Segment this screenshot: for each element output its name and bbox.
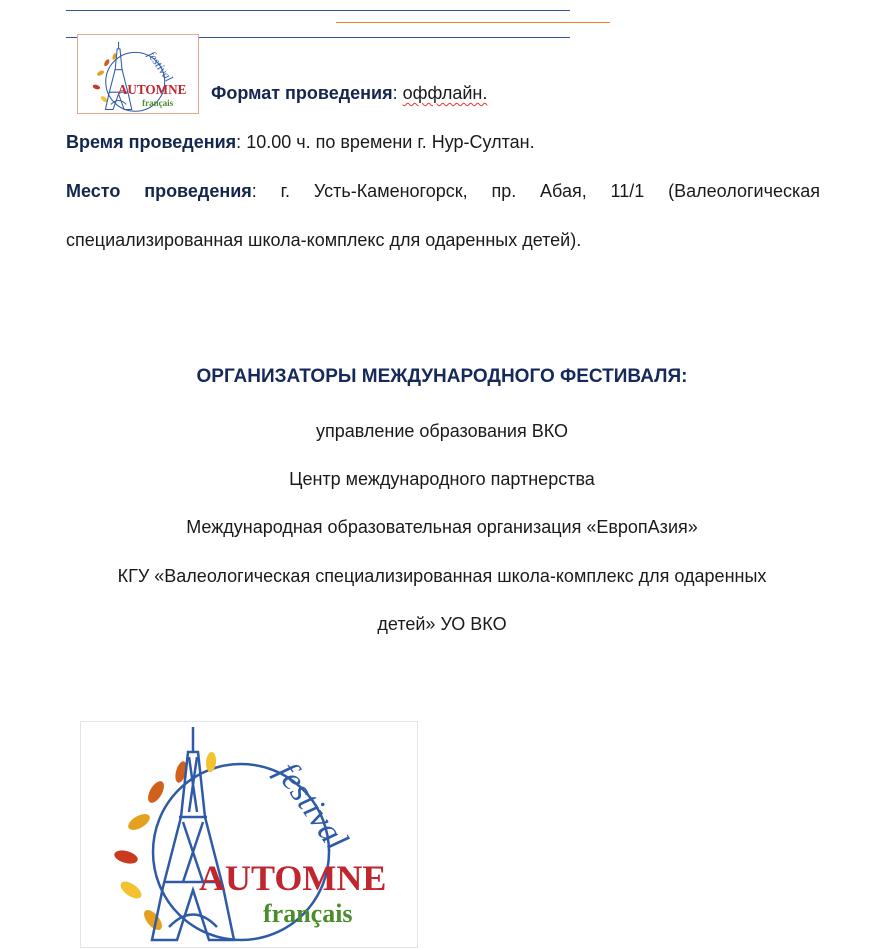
place-value-line2: специализированная школа-комплекс для одаренных детей). [66,230,582,250]
svg-text:français: français [142,98,174,109]
place-line-1: Место проведения: г. Усть-Каменогорск, пр. Абая, 11/1 (Валеологическая [66,181,820,201]
festival-logo-large [80,721,418,948]
format-line: Формат проведения: оффлайн. [211,83,488,103]
eiffel-tower-logo-icon [78,35,198,113]
svg-text:français: français [263,899,353,928]
svg-text:AUTOMNE: AUTOMNE [117,81,187,97]
header-rule-top [66,10,570,11]
organizer-item: КГУ «Валеологическая специализированная школа-комплекс для одаренных [117,566,767,586]
organizers-title: ОРГАНИЗАТОРЫ МЕЖДУНАРОДНОГО ФЕСТИВАЛЯ: [196,366,688,387]
place-label: Место проведения [66,181,252,201]
time-label: Время проведения [66,132,237,152]
place-value-line1: г. Усть-Каменогорск, пр. Абая, 11/1 (Валеологическая [280,181,820,201]
header-rule-orange [336,22,610,23]
svg-text:festival: festival [268,755,356,858]
organizer-item: Центр международного партнерства [289,469,595,489]
place-line-2 [66,229,581,251]
organizer-item: детей» УО ВКО [377,614,507,634]
time-value: 10.00 ч. по времени г. Нур-Султан. [246,132,535,152]
svg-text:AUTOMNE: AUTOMNE [199,858,387,898]
svg-text:festival: festival [144,48,176,85]
organizer-item: управление образования ВКО [315,421,569,441]
time-line: Время проведения: 10.00 ч. по времени г. Нур-Султан. [66,132,535,152]
festival-logo-small [77,34,199,114]
eiffel-tower-logo-icon [81,722,417,947]
organizer-item: Международная образовательная организация «ЕвропАзия» [186,517,698,537]
format-value: оффлайн. [402,83,488,103]
format-label: Формат проведения [211,83,393,103]
